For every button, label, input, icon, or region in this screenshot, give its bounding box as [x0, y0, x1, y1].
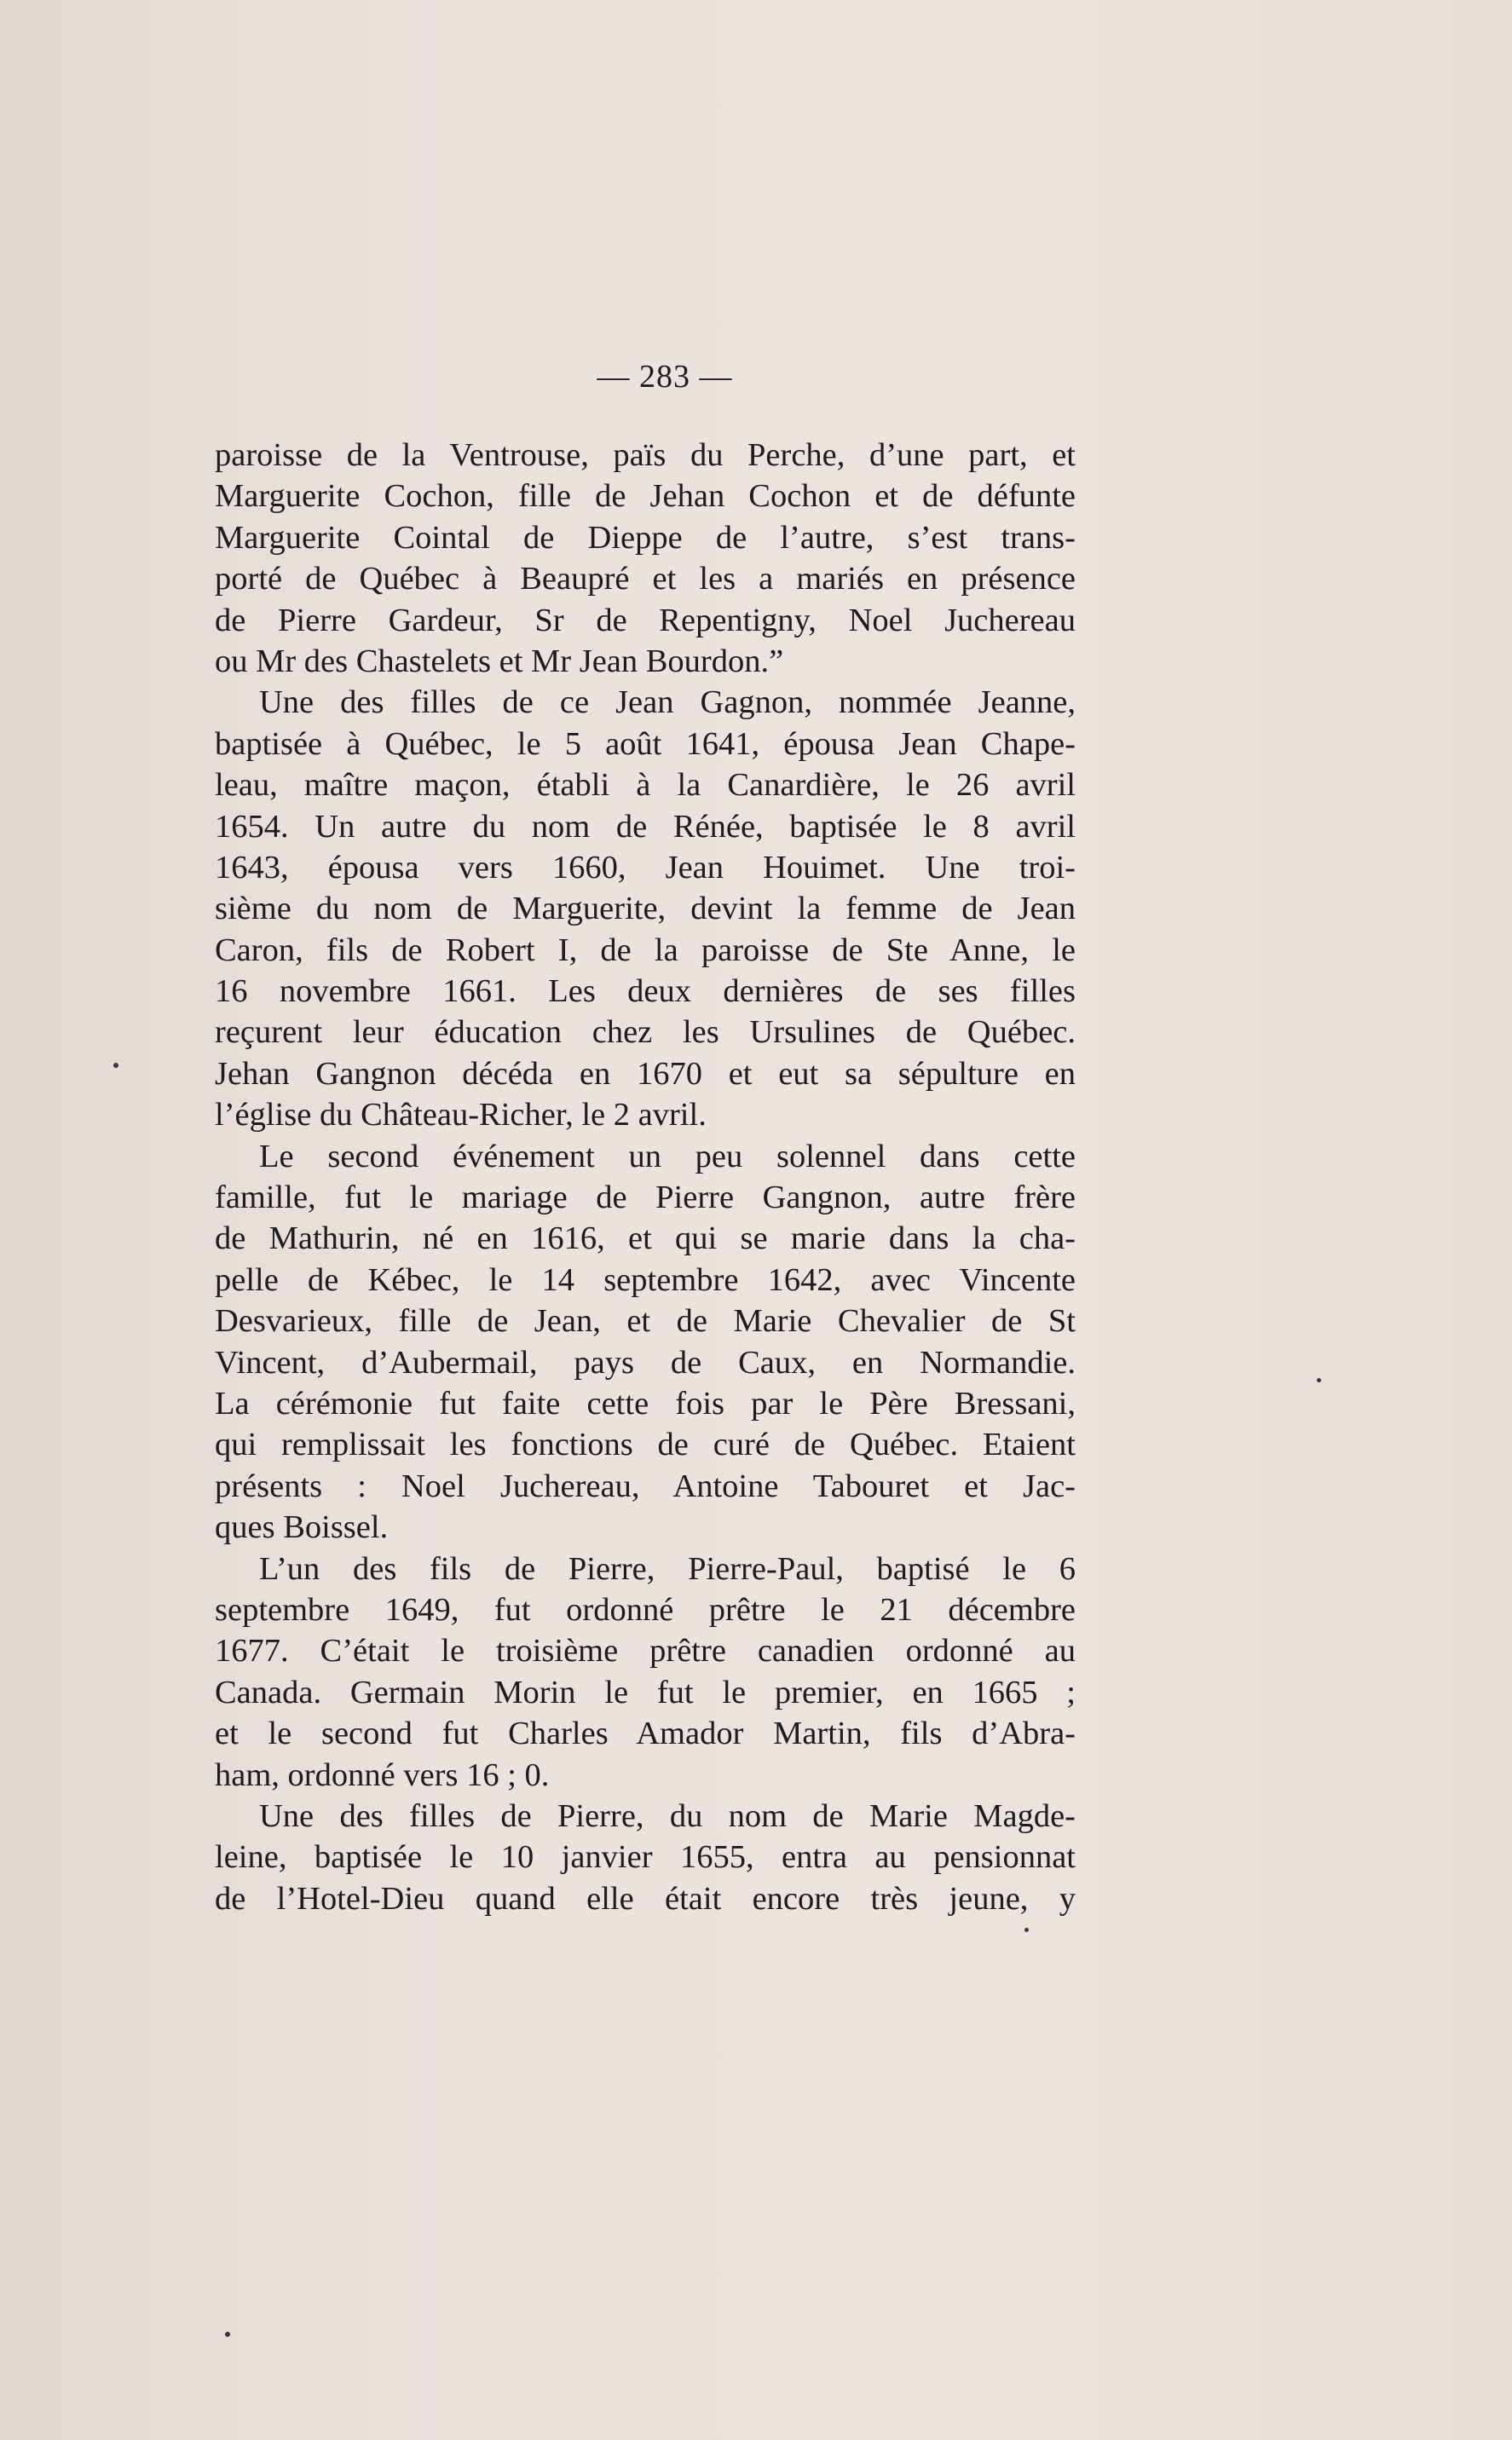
text-line: leine, baptisée le 10 janvier 1655, entra au pensionnat	[215, 1839, 1076, 1876]
text-line: 1643, épousa vers 1660, Jean Houimet. Une troi-	[215, 849, 1076, 885]
text-line: 1654. Un autre du nom de Rénée, baptisée le 8 avril	[215, 808, 1076, 845]
text-line: de l’Hotel-Dieu quand elle était encore très jeune, y	[215, 1880, 1076, 1917]
text-line: Marguerite Cochon, fille de Jehan Cochon et de défunte	[215, 478, 1076, 515]
text-line: Une des filles de ce Jean Gagnon, nommée Jeanne,	[259, 684, 1076, 721]
text-line: Caron, fils de Robert I, de la paroisse de Ste Anne, le	[215, 932, 1076, 968]
ink-speck	[225, 2332, 230, 2337]
ink-speck	[113, 1063, 118, 1068]
text-line: ou Mr des Chastelets et Mr Jean Bourdon.”	[215, 643, 784, 679]
text-line: sième du nom de Marguerite, devint la femme de Jean	[215, 891, 1076, 927]
text-line: 16 novembre 1661. Les deux dernières de ses filles	[215, 973, 1076, 1010]
text-line: ham, ordonné vers 16 ; 0.	[215, 1756, 550, 1793]
text-line: de Mathurin, né en 1616, et qui se marie dans la cha-	[215, 1220, 1076, 1257]
paragraph	[215, 1796, 1076, 1919]
text-line: Vincent, d’Aubermail, pays de Caux, en Normandie.	[215, 1344, 1076, 1381]
text-line: et le second fut Charles Amador Martin, fils d’Abra-	[215, 1716, 1076, 1752]
text-line: Jehan Gangnon décéda en 1670 et eut sa sépulture en	[215, 1055, 1076, 1092]
ink-speck	[1024, 1928, 1029, 1932]
text-line: qui remplissait les fonctions de curé de Québec. Etaient	[215, 1427, 1076, 1463]
text-line: La cérémonie fut faite cette fois par le Père Bressani,	[215, 1385, 1076, 1422]
text-line: de Pierre Gardeur, Sr de Repentigny, Noel Juchereau	[215, 602, 1076, 638]
paragraph	[215, 1136, 1076, 1549]
text-line: Canada. Germain Morin le fut le premier, en 1665 ;	[215, 1674, 1076, 1710]
text-line: l’église du Château-Richer, le 2 avril.	[215, 1097, 707, 1133]
text-line: 1677. C’était le troisième prêtre canadien ordonné au	[215, 1633, 1076, 1670]
text-line: porté de Québec à Beaupré et les a mariés en présence	[215, 561, 1076, 597]
text-line: L’un des fils de Pierre, Pierre-Paul, baptisé le 6	[259, 1550, 1076, 1587]
body-text	[215, 435, 1076, 1919]
ink-speck	[1317, 1378, 1321, 1382]
page-number: — 283 —	[597, 359, 733, 395]
paragraph	[215, 1549, 1076, 1796]
text-line: famille, fut le mariage de Pierre Gangnon, autre frère	[215, 1180, 1076, 1216]
text-line: présents : Noel Juchereau, Antoine Tabouret et Jac-	[215, 1468, 1076, 1504]
text-line: Desvarieux, fille de Jean, et de Marie Chevalier de St	[215, 1303, 1076, 1340]
text-line: pelle de Kébec, le 14 septembre 1642, avec Vincente	[215, 1261, 1076, 1298]
text-line: paroisse de la Ventrouse, païs du Perche, d’une part, et	[215, 437, 1076, 473]
paragraph	[215, 682, 1076, 1135]
text-line: baptisée à Québec, le 5 août 1641, épousa Jean Chape-	[215, 725, 1076, 762]
text-line: Une des filles de Pierre, du nom de Marie Magde-	[259, 1797, 1076, 1834]
text-line: leau, maître maçon, établi à la Canardière, le 26 avril	[215, 767, 1076, 804]
text-line: reçurent leur éducation chez les Ursulines de Québec.	[215, 1014, 1076, 1051]
paragraph	[215, 435, 1076, 682]
text-line: septembre 1649, fut ordonné prêtre le 21 décembre	[215, 1591, 1076, 1628]
text-line: Le second événement un peu solennel dans cette	[259, 1138, 1076, 1174]
text-line: Marguerite Cointal de Dieppe de l’autre, s’est trans-	[215, 519, 1076, 556]
text-line: ques Boissel.	[215, 1509, 389, 1546]
